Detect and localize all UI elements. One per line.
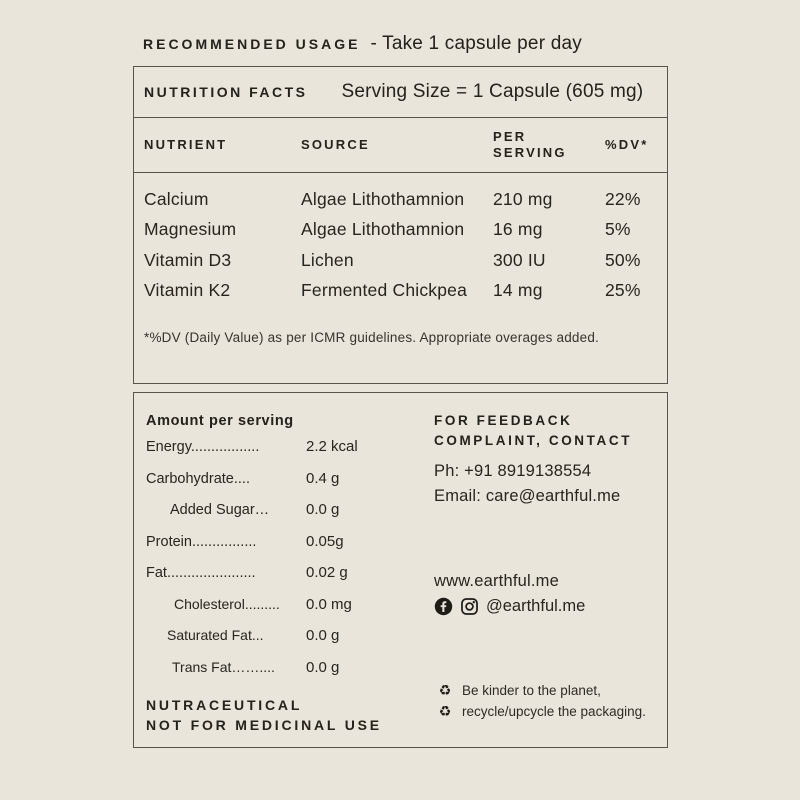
nutrient-source: Algae Lithothamnion [301, 188, 465, 209]
nutrient-dv: 50% [605, 249, 641, 270]
recycle-icon: ♻ [438, 682, 452, 698]
recommended-usage [143, 33, 582, 55]
eco-note [434, 680, 646, 722]
amount-per-serving-block [146, 413, 436, 690]
nutrient-amount: 14 mg [493, 280, 543, 301]
eco-text [462, 680, 646, 722]
serving-size: Serving Size = 1 Capsule (605 mg) [341, 81, 644, 102]
recycle-icon: ♻ [438, 703, 452, 719]
amount-label: Saturated Fat... [167, 627, 264, 643]
amount-value: 0.02 g [306, 564, 348, 581]
social-handle: @earthful.me [486, 597, 586, 615]
contact-heading-line-1: FOR FEEDBACK [434, 413, 573, 428]
amount-value: 0.0 g [306, 658, 340, 676]
nutrient-name: Vitamin K2 [144, 280, 231, 301]
disclaimer-line-1: NUTRACEUTICAL [146, 697, 303, 713]
nutrient-name: Magnesium [144, 219, 237, 240]
list-item [146, 501, 436, 523]
list-item [146, 627, 436, 649]
nutrition-facts-panel [133, 66, 668, 384]
amount-label: Cholesterol......... [174, 595, 280, 612]
list-item [146, 596, 436, 618]
usage-label: RECOMMENDED USAGE [143, 36, 361, 52]
usage-value: - Take 1 capsule per day [370, 33, 582, 54]
nutrient-dv: 25% [605, 280, 641, 301]
amount-label: Protein................ [146, 533, 257, 550]
col-per-serving: PER SERVING [493, 129, 567, 160]
col-source: SOURCE [301, 137, 370, 152]
nutrient-amount: 210 mg [493, 188, 553, 209]
list-item [146, 659, 436, 681]
amount-value: 0.0 g [306, 501, 340, 518]
amount-value: 0.0 mg [306, 595, 352, 613]
social-row [434, 597, 664, 616]
eco-line-1: Be kinder to the planet, [462, 683, 601, 698]
amount-label: Trans Fat…….... [172, 658, 275, 675]
amounts-title: Amount per serving [146, 413, 294, 429]
nutrient-source: Fermented Chickpea [301, 280, 468, 301]
nutrient-name: Calcium [144, 188, 209, 209]
amount-label: Fat...................... [146, 565, 256, 581]
list-item [146, 533, 436, 555]
table-row [134, 276, 667, 307]
dv-footnote: *%DV (Daily Value) as per ICMR guidelines. Appropriate overages added. [144, 330, 599, 345]
col-nutrient: NUTRIENT [144, 137, 228, 152]
contact-heading-line-2: COMPLAINT, CONTACT [434, 433, 633, 448]
nutrient-dv: 5% [605, 219, 631, 240]
contact-phone: Ph: +91 8919138554 [434, 462, 592, 480]
eco-line-2: recycle/upcycle the packaging. [462, 704, 646, 719]
eco-icons [434, 680, 456, 722]
nutrient-source: Lichen [301, 249, 354, 270]
nutrient-dv: 22% [605, 188, 641, 209]
list-item [146, 470, 436, 492]
table-row [134, 184, 667, 215]
amount-value: 2.2 kcal [306, 438, 358, 455]
nutrient-name: Vitamin D3 [144, 249, 232, 270]
nutraceutical-disclaimer [146, 695, 382, 735]
contact-block [434, 411, 664, 616]
list-item [146, 564, 436, 586]
nutrient-amount: 300 IU [493, 249, 546, 270]
amount-value: 0.4 g [306, 469, 340, 487]
website-url: www.earthful.me [434, 572, 559, 590]
supplement-info-panel [133, 392, 668, 748]
facts-header [134, 67, 667, 118]
facts-title: NUTRITION FACTS [144, 84, 308, 100]
amount-label: Added Sugar… [170, 502, 270, 518]
nutrient-source: Algae Lithothamnion [301, 219, 465, 240]
col-dv: %DV* [605, 137, 649, 152]
amount-value: 0.05g [306, 532, 344, 550]
amount-label: Carbohydrate.... [146, 470, 250, 487]
instagram-icon [460, 597, 479, 616]
contact-email: Email: care@earthful.me [434, 487, 621, 505]
facebook-icon [434, 597, 453, 616]
facts-table-body [134, 173, 667, 306]
nutrient-amount: 16 mg [493, 219, 543, 240]
facts-column-headers [134, 118, 667, 173]
table-row [134, 245, 667, 276]
list-item [146, 438, 436, 460]
disclaimer-line-2: NOT FOR MEDICINAL USE [146, 717, 382, 733]
amount-value: 0.0 g [306, 627, 340, 644]
amount-label: Energy................. [146, 439, 260, 455]
table-row [134, 215, 667, 246]
